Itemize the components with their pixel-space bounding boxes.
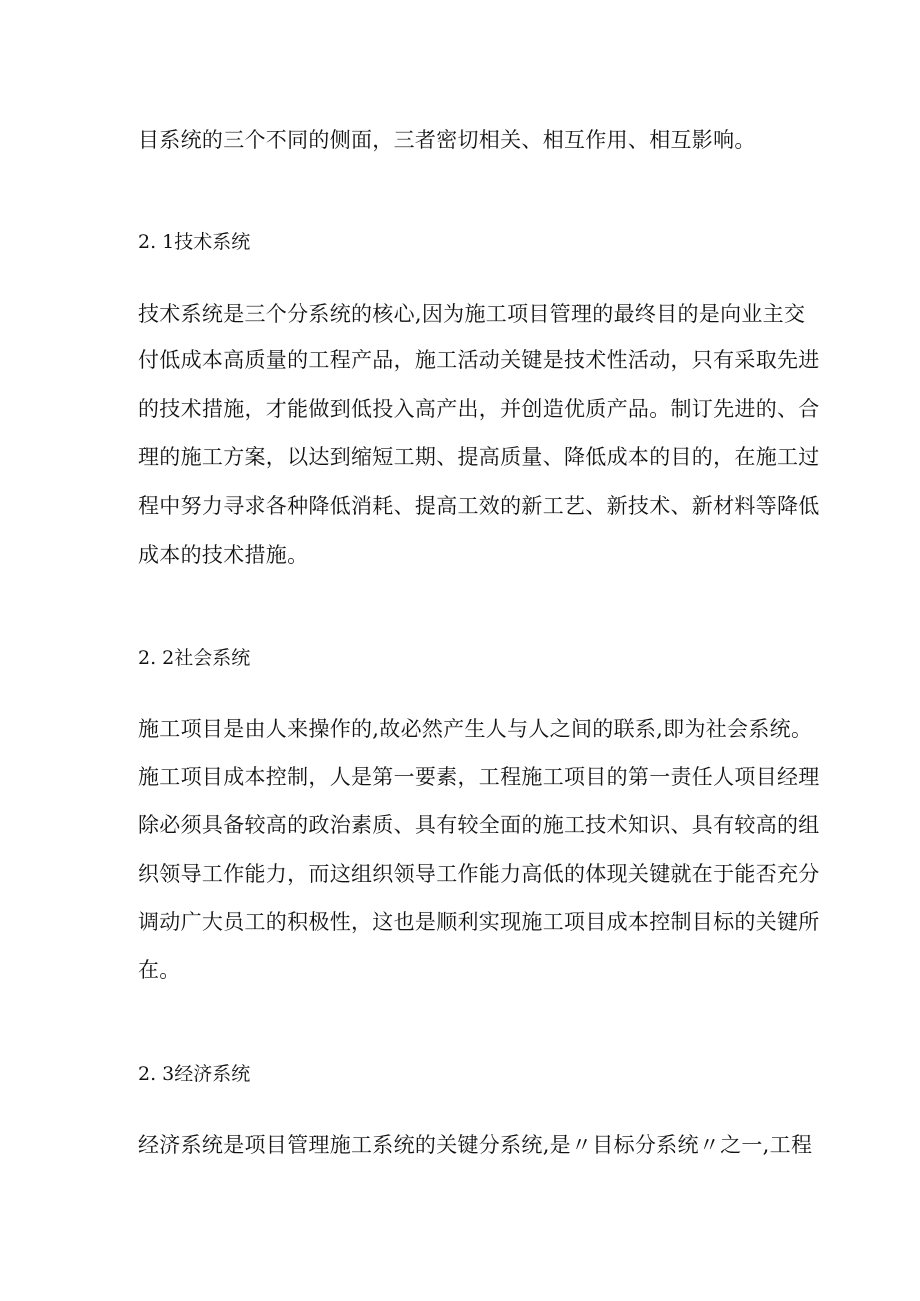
intro-line: 目系统的三个不同的侧面，三者密切相关、相互作用、相互影响。 (138, 128, 756, 152)
section-heading-economic: 2. 3经济系统 (138, 1063, 251, 1085)
paragraph-line: 织领导工作能力，而这组织领导工作能力高低的体现关键就在于能否充分 (138, 862, 820, 886)
paragraph-line: 除必须具备较高的政治素质、具有较全面的施工技术知识、具有较高的组 (138, 813, 820, 837)
paragraph-line: 成本的技术措施。 (138, 543, 309, 567)
section-heading-social: 2. 2社会系统 (138, 647, 251, 669)
paragraph-line: 技术系统是三个分系统的核心,因为施工项目管理的最终目的是向业主交 (138, 302, 806, 326)
paragraph-line: 在。 (138, 958, 181, 982)
paragraph-line: 经济系统是项目管理施工系统的关键分系统,是〃目标分系统〃之一,工程 (138, 1133, 813, 1157)
paragraph-line: 施工项目是由人来操作的,故必然产生人与人之间的联系,即为社会系统。 (138, 717, 813, 741)
paragraph-line: 的技术措施，才能做到低投入高产出，并创造优质产品。制订先进的、合 (138, 397, 820, 421)
paragraph-line: 程中努力寻求各种降低消耗、提高工效的新工艺、新技术、新材料等降低 (138, 494, 820, 518)
paragraph-line: 付低成本高质量的工程产品，施工活动关键是技术性活动，只有采取先进 (138, 348, 820, 372)
paragraph-line: 理的施工方案，以达到缩短工期、提高质量、降低成本的目的，在施工过 (138, 445, 820, 469)
paragraph-line: 调动广大员工的积极性，这也是顺利实现施工项目成本控制目标的关键所 (138, 910, 820, 934)
paragraph-line: 施工项目成本控制，人是第一要素，工程施工项目的第一责任人项目经理 (138, 765, 820, 789)
section-heading-technical: 2. 1技术系统 (138, 231, 251, 253)
